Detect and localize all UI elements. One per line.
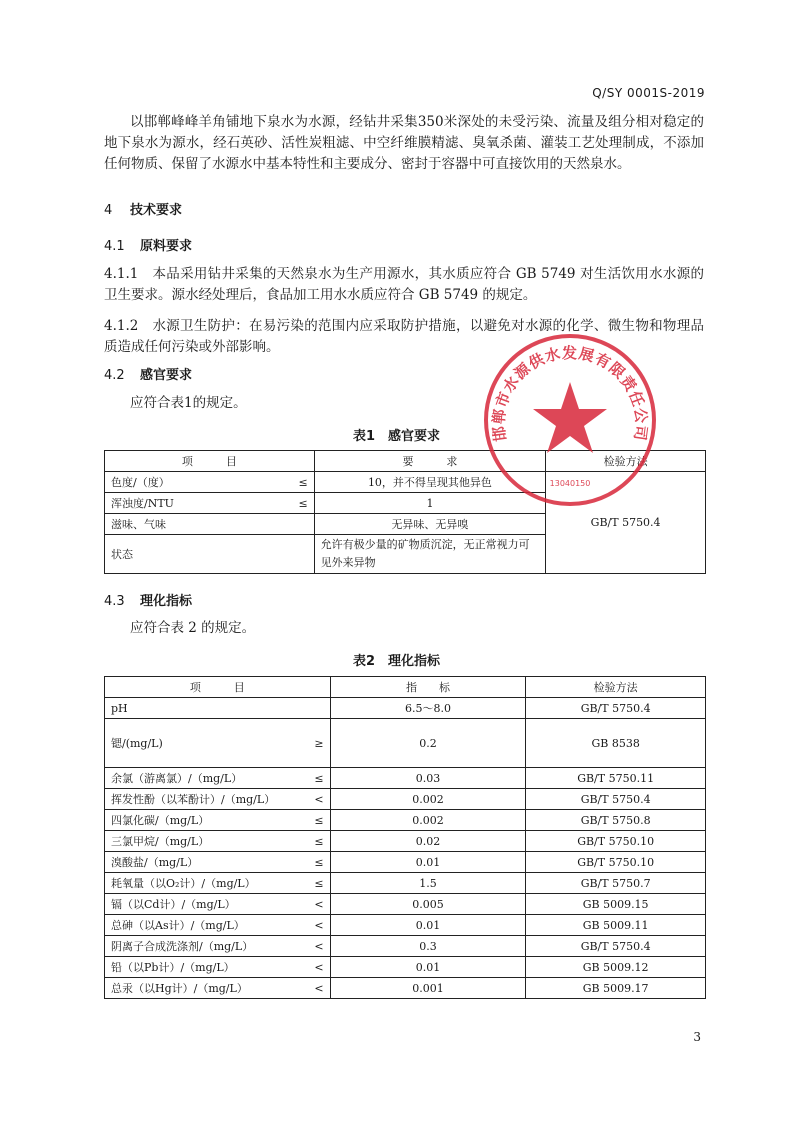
- operator: <: [314, 918, 324, 932]
- item-cell: [105, 535, 315, 574]
- intro-paragraph: 以邯郸峰峰羊角铺地下泉水为水源，经钻井采集350米深处的未受污染、流量及组分相对稳定的地下泉水为源水，经石英砂、活性炭粗滤、中空纤维膜精滤、臭氧杀菌、灌装工艺处理制成，不添加任何物质、保留了水源水中基本特性和主要成分、密封于容器中可直接饮用的天然泉水。: [104, 114, 704, 172]
- section-number: 4.2: [104, 368, 125, 383]
- document-code: Q/SY 0001S-2019: [592, 86, 705, 100]
- requirement-cell: 无异味、无异嗅: [314, 514, 546, 535]
- item-label: 铅（以Pb计）/（mg/L）: [111, 961, 235, 974]
- method-cell: GB/T 5750.4: [526, 936, 706, 957]
- section-number: 4.1: [104, 239, 125, 254]
- operator: ≤: [298, 496, 308, 510]
- method-cell: GB/T 5750.4: [526, 698, 706, 719]
- table-row: [105, 873, 706, 894]
- section-title: 技术要求: [130, 203, 183, 218]
- operator: ≤: [314, 771, 324, 785]
- item-cell: [105, 831, 331, 852]
- item-label: 总汞（以Hg计）/（mg/L）: [111, 982, 248, 995]
- item-cell: [105, 768, 331, 789]
- value-cell: 6.5～8.0: [330, 698, 526, 719]
- section-4-2-heading: [104, 364, 192, 383]
- value-cell: 0.2: [330, 719, 526, 768]
- value-cell: 0.001: [330, 978, 526, 999]
- section-4-3-note: 应符合表 2 的规定。: [130, 620, 256, 636]
- section-4-2-note: 应符合表1的规定。: [130, 395, 247, 411]
- table-row: [105, 957, 706, 978]
- clause-text: 本品采用钻井采集的天然泉水为生产用源水，其水质应符合 GB 5749 对生活饮用水水源的卫生要求。源水经处理后，食品加工用水水质应符合 GB 5749 的规定。: [104, 266, 705, 303]
- item-label: 状态: [111, 548, 133, 561]
- operator: <: [314, 981, 324, 995]
- item-cell: [105, 978, 331, 999]
- table-row: [105, 915, 706, 936]
- item-label: 总砷（以As计）/（mg/L）: [111, 919, 245, 932]
- section-title: 理化指标: [140, 594, 193, 609]
- method-cell: GB 8538: [526, 719, 706, 768]
- operator: ≤: [314, 813, 324, 827]
- table-row: [105, 936, 706, 957]
- section-title: 感官要求: [140, 368, 193, 383]
- header-item: 项 目: [105, 677, 331, 698]
- item-label: 耗氧量（以O₂计）/（mg/L）: [111, 877, 256, 890]
- header-value: 指 标: [330, 677, 526, 698]
- requirement-cell: 允许有极少量的矿物质沉淀，无正常视力可见外来异物: [314, 535, 546, 574]
- operator: <: [314, 897, 324, 911]
- table-row: [105, 719, 706, 768]
- operator: ≥: [314, 736, 324, 750]
- section-number: 4: [104, 203, 113, 218]
- value-cell: 0.01: [330, 852, 526, 873]
- star-icon: [533, 382, 607, 453]
- value-cell: 0.03: [330, 768, 526, 789]
- page-number: 3: [693, 1030, 701, 1044]
- header-requirement: 要 求: [314, 451, 546, 472]
- company-seal-stamp: [480, 330, 660, 510]
- table-row: [105, 768, 706, 789]
- table-row: [105, 978, 706, 999]
- clause-number: 4.1.1: [104, 266, 139, 282]
- method-cell: GB/T 5750.10: [526, 852, 706, 873]
- table-row: [105, 698, 706, 719]
- item-label: pH: [111, 701, 128, 715]
- value-cell: 0.005: [330, 894, 526, 915]
- item-label: 三氯甲烷/（mg/L）: [111, 835, 210, 848]
- item-label: 镉（以Cd计）/（mg/L）: [111, 898, 236, 911]
- value-cell: 0.02: [330, 831, 526, 852]
- method-cell: GB/T 5750.10: [526, 831, 706, 852]
- table-row: [105, 789, 706, 810]
- value-cell: 0.002: [330, 810, 526, 831]
- header-method: 检验方法: [526, 677, 706, 698]
- value-cell: 0.3: [330, 936, 526, 957]
- table1-caption: 表1 感官要求: [352, 429, 441, 444]
- item-cell: [105, 514, 315, 535]
- header-item: 项 目: [105, 451, 315, 472]
- method-cell: GB 5009.11: [526, 915, 706, 936]
- operator: ≤: [314, 876, 324, 890]
- method-cell: GB/T 5750.4: [526, 789, 706, 810]
- item-cell: [105, 789, 331, 810]
- table-row: [105, 831, 706, 852]
- item-cell: [105, 936, 331, 957]
- section-4-heading: [104, 199, 182, 218]
- method-cell: GB/T 5750.4: [546, 472, 706, 574]
- table-row: [105, 852, 706, 873]
- item-label: 浑浊度/NTU: [111, 497, 174, 510]
- clause-text: 水源卫生防护：在易污染的范围内应采取防护措施，以避免对水源的化学、微生物和物理品质造成任何污染或外部影响。: [104, 318, 705, 355]
- method-cell: GB 5009.15: [526, 894, 706, 915]
- operator: <: [314, 939, 324, 953]
- item-label: 滋味、气味: [111, 518, 166, 531]
- table-row: [105, 810, 706, 831]
- seal-code: 13040150: [549, 479, 591, 488]
- value-cell: 0.01: [330, 957, 526, 978]
- item-cell: [105, 472, 315, 493]
- clause-number: 4.1.2: [104, 318, 139, 334]
- item-label: 四氯化碳/（mg/L）: [111, 814, 210, 827]
- item-cell: [105, 915, 331, 936]
- value-cell: 1.5: [330, 873, 526, 894]
- operator: ≤: [314, 834, 324, 848]
- item-cell: [105, 493, 315, 514]
- method-cell: GB 5009.12: [526, 957, 706, 978]
- section-title: 原料要求: [140, 239, 193, 254]
- item-cell: [105, 852, 331, 873]
- item-cell: [105, 957, 331, 978]
- method-cell: GB/T 5750.8: [526, 810, 706, 831]
- table-header-row: [105, 677, 706, 698]
- item-cell: [105, 810, 331, 831]
- operator: ≤: [314, 855, 324, 869]
- value-cell: 0.01: [330, 915, 526, 936]
- method-cell: GB/T 5750.7: [526, 873, 706, 894]
- table-row: [105, 894, 706, 915]
- item-label: 阴离子合成洗涤剂/（mg/L）: [111, 940, 254, 953]
- seal-text: 邯郸市水源供水发展有限责任公司: [489, 343, 651, 443]
- item-label: 挥发性酚（以苯酚计）/（mg/L）: [111, 793, 276, 806]
- item-label: 色度/（度）: [111, 476, 170, 489]
- header-method: 检验方法: [546, 451, 706, 472]
- method-cell: GB/T 5750.11: [526, 768, 706, 789]
- operator: <: [314, 960, 324, 974]
- item-cell: [105, 698, 331, 719]
- operator: <: [314, 792, 324, 806]
- operator: ≤: [298, 475, 308, 489]
- section-4-1-heading: [104, 235, 192, 254]
- item-label: 锶/(mg/L): [111, 737, 163, 750]
- section-4-3-heading: [104, 590, 192, 609]
- physicochemical-table: [104, 676, 706, 999]
- item-cell: [105, 719, 331, 768]
- requirement-cell: 10，并不得呈现其他异色: [314, 472, 546, 493]
- method-cell: GB 5009.17: [526, 978, 706, 999]
- requirement-cell: 1: [314, 493, 546, 514]
- section-number: 4.3: [104, 594, 125, 609]
- item-label: 溴酸盐/（mg/L）: [111, 856, 199, 869]
- value-cell: 0.002: [330, 789, 526, 810]
- table2-caption: 表2 理化指标: [352, 654, 441, 669]
- clause-4-1-1: [104, 264, 704, 306]
- item-cell: [105, 894, 331, 915]
- item-label: 余氯（游离氯）/（mg/L）: [111, 772, 243, 785]
- item-cell: [105, 873, 331, 894]
